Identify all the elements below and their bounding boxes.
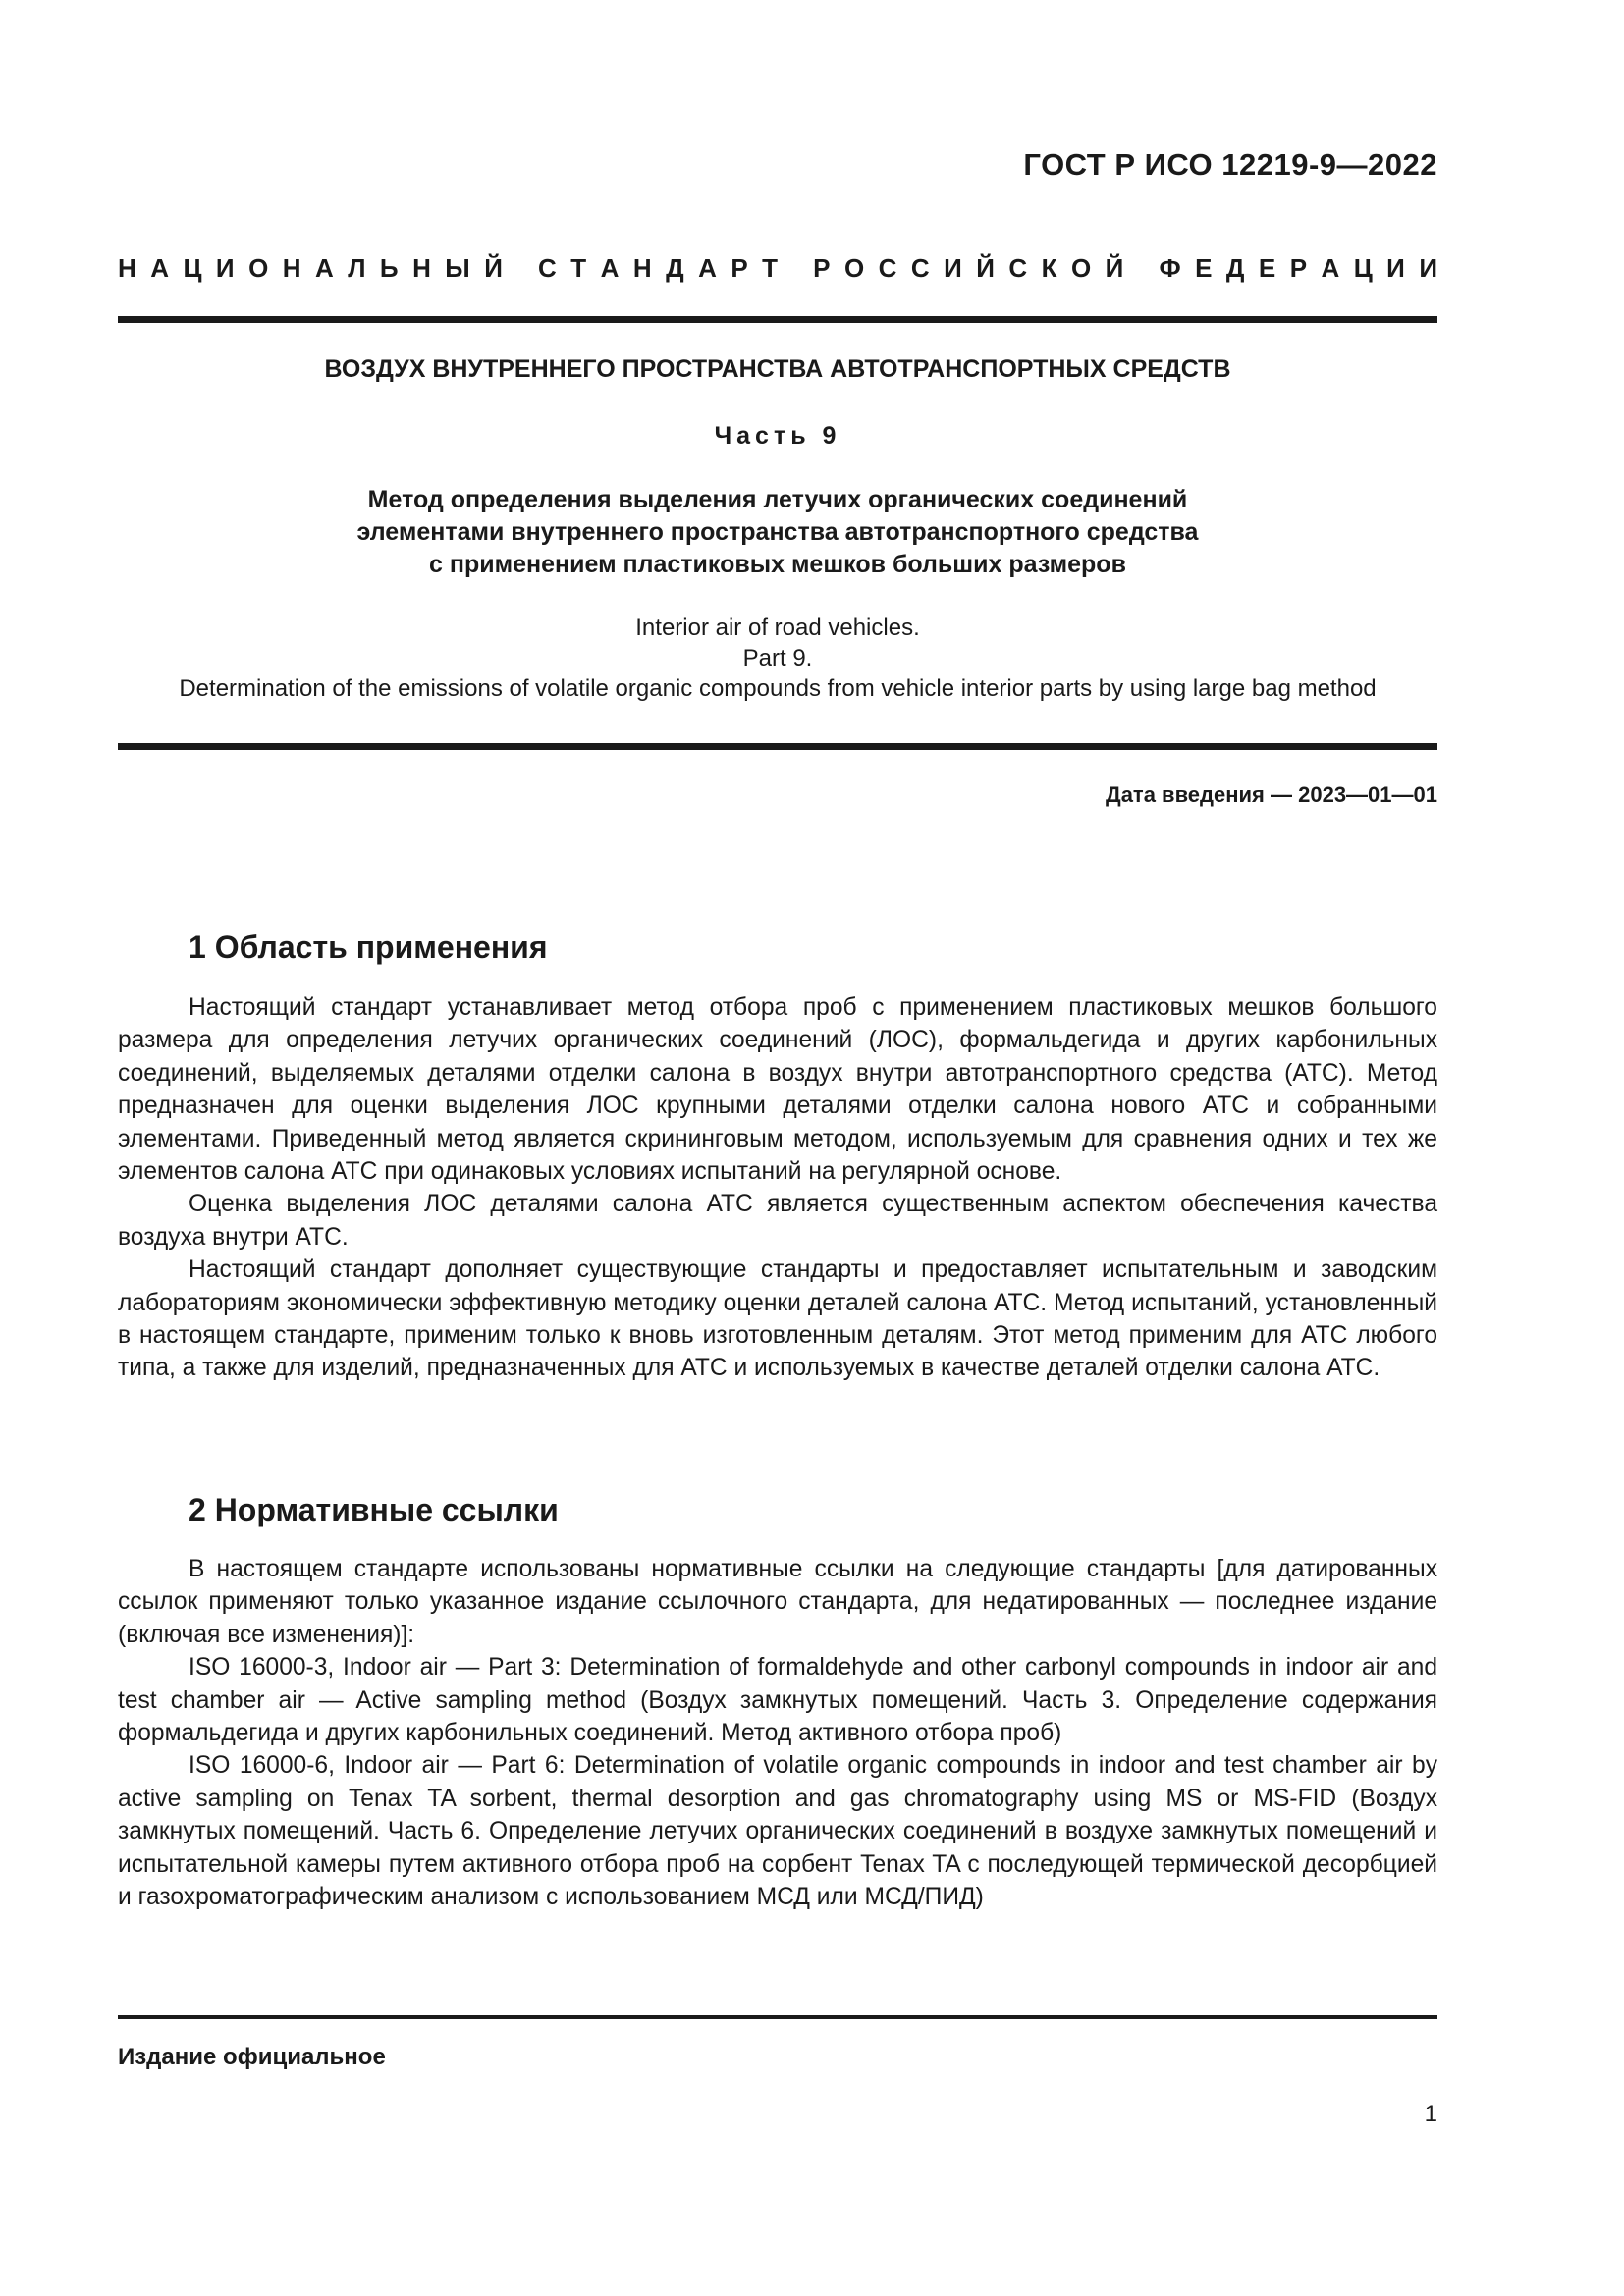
banner-letter: И xyxy=(1386,253,1405,283)
paragraph: ISO 16000-3, Indoor air — Part 3: Determination of formaldehyde and other carbonyl compounds in indoor air and test chamber air — Active sampling method (Воздух замкнутых помещений. Часть 3. Определение содержания формальдегида и других карбонильных соединений. Метод активного отбора проб) xyxy=(118,1654,1437,1747)
banner-letter: И xyxy=(1419,253,1437,283)
banner-letter: А xyxy=(600,253,620,283)
banner-letter: Е xyxy=(1258,253,1276,283)
banner-letter: С xyxy=(1008,253,1028,283)
paragraph: В настоящем стандарте использованы нормативные ссылки на следующие стандарты [для датированных ссылок применяют только указанное издание ссылочного стандарта, для недатированных — последнее издание (включая все изменения)]: xyxy=(118,1556,1437,1648)
banner-letter: Й xyxy=(1105,253,1124,283)
banner-letter: Л xyxy=(348,253,366,283)
banner-letter: Д xyxy=(666,253,684,283)
banner-letter: Т xyxy=(762,253,778,283)
paragraph: Оценка выделения ЛОС деталями салона АТС является существенным аспектом обеспечения качества воздуха внутри АТС. xyxy=(118,1191,1437,1251)
header-rule xyxy=(118,316,1437,323)
banner-letter: С xyxy=(538,253,557,283)
title-rule xyxy=(118,743,1437,750)
banner-letter: О xyxy=(1070,253,1092,283)
banner-letter: Р xyxy=(813,253,831,283)
section-2-body xyxy=(118,1553,1437,1913)
banner-letter xyxy=(516,253,523,284)
banner-letter: А xyxy=(1321,253,1340,283)
banner-letter: Ь xyxy=(379,253,399,283)
banner-letter: А xyxy=(698,253,717,283)
paragraph: Настоящий стандарт устанавливает метод отбора проб с применением пластиковых мешков большого размера для определения летучих органических соединений (ЛОС), формальдегида и других карбонильных соединений, выделяемых деталями отделки салона в воздух внутри автотранспортного средства (АТС). Метод предназначен для оценки выделения ЛОС крупными деталями отделки салона нового АТС и собранными элементами. Приведенный метод является скрининговым методом, используемым для сравнения одних и тех же элементов салона АТС при одинаковых условиях испытаний на регулярной основе. xyxy=(118,994,1437,1186)
banner-letter: Т xyxy=(570,253,587,283)
main-title: ВОЗДУХ ВНУТРЕННЕГО ПРОСТРАНСТВА АВТОТРАНСПОРТНЫХ СРЕДСТВ xyxy=(324,355,1231,383)
banner-letter: Й xyxy=(976,253,995,283)
section-1-body xyxy=(118,991,1437,1385)
document-code: ГОСТ Р ИСО 12219-9—2022 xyxy=(1023,147,1437,182)
banner-letter: Д xyxy=(1225,253,1245,283)
english-title-line: Part 9. xyxy=(742,645,813,671)
banner-letter: К xyxy=(1041,253,1057,283)
banner-letter xyxy=(791,253,798,284)
official-edition-label: Издание официальное xyxy=(118,2044,386,2070)
banner-letter: Н xyxy=(118,253,136,283)
banner-letter: Е xyxy=(1195,253,1213,283)
footer-rule xyxy=(118,2015,1437,2019)
banner-letter: О xyxy=(843,253,865,283)
banner-letter: Ф xyxy=(1159,253,1181,283)
banner-letter: С xyxy=(878,253,897,283)
banner-letter: Н xyxy=(632,253,652,283)
paragraph: Настоящий стандарт дополняет существующие стандарты и предоставляет испытательным и заводским лабораториям экономически эффективную методику оценки деталей салона АТС. Метод испытаний, установленный в настоящем стандарте, применим только к вновь изготовленным деталям. Этот метод применим для АТС любого типа, а также для изделий, предназначенных для АТС и используемых в качестве деталей отделки салона АТС. xyxy=(118,1256,1437,1382)
subtitle-line: Метод определения выделения летучих органических соединений xyxy=(367,486,1188,513)
english-title-line: Interior air of road vehicles. xyxy=(635,614,920,641)
banner-letter: Ы xyxy=(445,253,470,283)
section-1-heading: 1 Область применения xyxy=(189,930,548,965)
banner-letter: Р xyxy=(731,253,748,283)
banner-letter: Ц xyxy=(1353,253,1373,283)
banner-letter: Ц xyxy=(183,253,202,283)
banner-letter: Р xyxy=(1289,253,1308,283)
national-standard-banner xyxy=(118,253,1437,284)
subtitle-line: с применением пластиковых мешков больших размеров xyxy=(429,551,1126,578)
paragraph: ISO 16000-6, Indoor air — Part 6: Determination of volatile organic compounds in indoor and test chamber air by active sampling on Tenax TA sorbent, thermal desorption and gas chromatography using MS or MS-FID (Воздух замкнутых помещений. Часть 6. Определение летучих органических соединений в воздухе замкнутых помещений и испытательной камеры путем активного отбора проб на сорбент Tenax TA с последующей термической десорбцией и газохроматографическим анализом с использованием МСД или МСД/ПИД) xyxy=(118,1752,1437,1911)
banner-letter: О xyxy=(248,253,269,283)
subtitle xyxy=(118,484,1437,581)
english-title-line: Determination of the emissions of volatile organic compounds from vehicle interior parts by using large bag method xyxy=(179,675,1377,702)
part-label: Часть 9 xyxy=(714,422,841,450)
introduction-date: Дата введения — 2023—01—01 xyxy=(1106,782,1437,807)
banner-letter: Н xyxy=(282,253,301,283)
banner-letter xyxy=(1138,253,1145,284)
page-number: 1 xyxy=(1424,2101,1437,2127)
banner-letter: Й xyxy=(484,253,503,283)
banner-letter: А xyxy=(150,253,170,283)
banner-letter: Н xyxy=(412,253,431,283)
subtitle-line: элементами внутреннего пространства автотранспортного средства xyxy=(356,518,1199,546)
document-page xyxy=(118,0,1437,2296)
section-2-heading: 2 Нормативные ссылки xyxy=(189,1492,559,1527)
banner-letter: А xyxy=(314,253,334,283)
banner-letter: С xyxy=(910,253,930,283)
english-title xyxy=(118,613,1437,704)
banner-letter: И xyxy=(944,253,962,283)
banner-letter: И xyxy=(215,253,235,283)
